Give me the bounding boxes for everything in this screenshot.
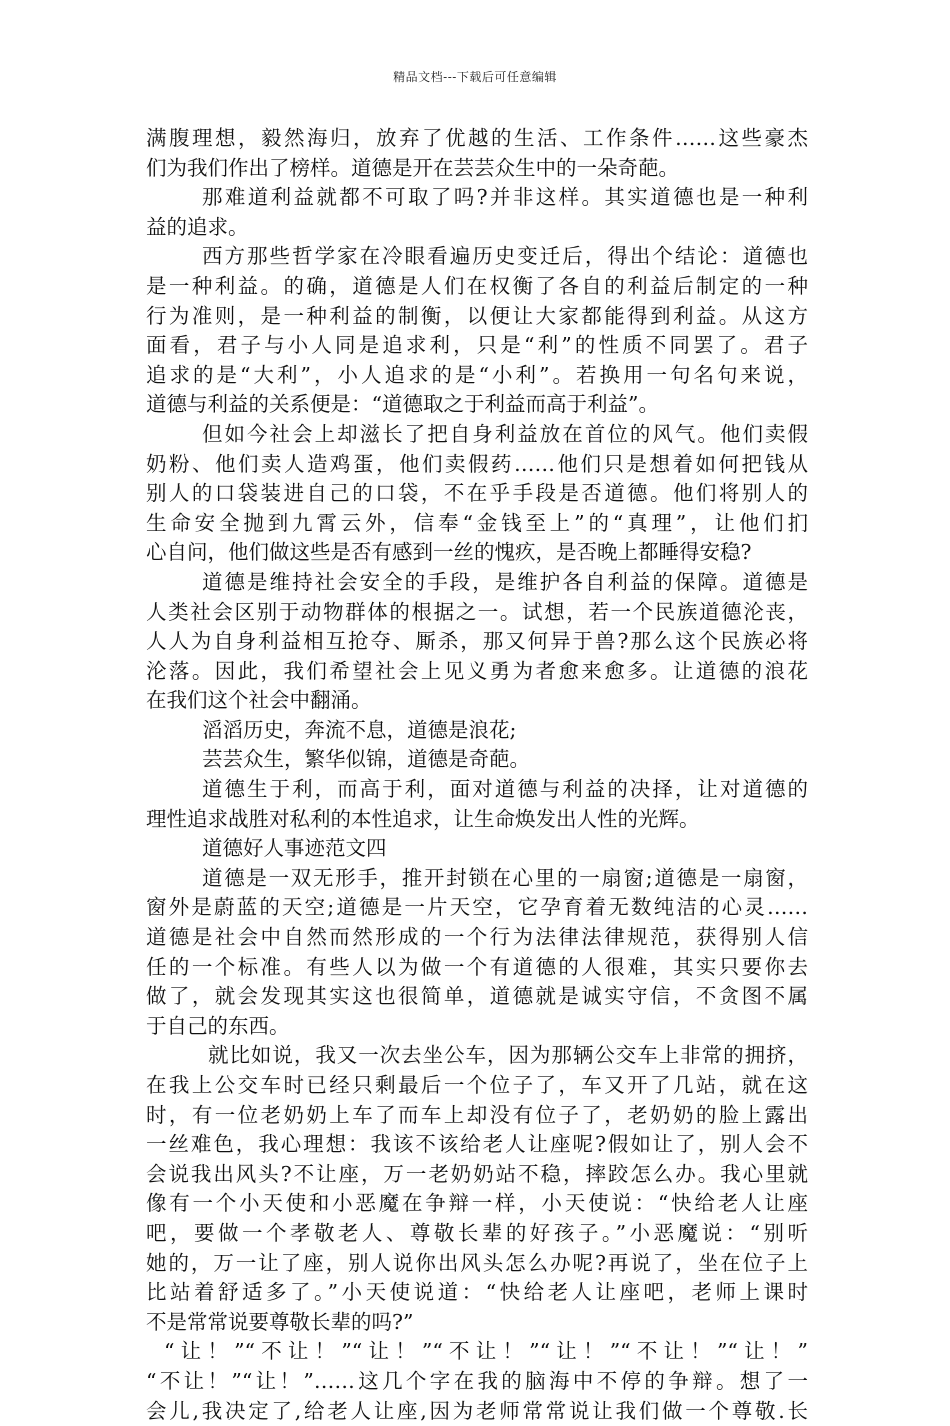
text-line: 但如今社会上却滋长了把自身利益放在首位的风气。他们卖假 (202, 421, 808, 446)
text-line: 别人的口袋装进自己的口袋，不在乎手段是否道德。他们将别人的 (146, 481, 808, 506)
text-line: 奶粉、他们卖人造鸡蛋，他们卖假药……他们只是想着如何把钱从 (146, 451, 808, 476)
text-line: 满腹理想，毅然海归，放弃了优越的生活、工作条件……这些豪杰 (146, 126, 808, 150)
document-body (146, 124, 808, 1426)
text-line: 沦落。因此，我们希望社会上见义勇为者愈来愈多。让道德的浪花 (146, 658, 808, 683)
text-line: 那难道利益就都不可取了吗?并非这样。其实道德也是一种利 (202, 185, 808, 210)
text-line: 芸芸众生，繁华似锦，道德是奇葩。 (202, 747, 530, 772)
text-line: 益的追求。 (146, 214, 249, 239)
text-line: 道德是维持社会安全的手段，是维护各自利益的保障。道德是 (202, 569, 808, 594)
text-line: 在我上公交车时已经只剩最后一个位子了，车又开了几站，就在这 (146, 1073, 808, 1097)
text-line: 不是常常说要尊敬长辈的吗?” (146, 1309, 414, 1334)
text-line: 追求的是“大利”，小人追求的是“小利”。若换用一句名句来说， (146, 362, 808, 387)
text-line: 时，有一位老奶奶上车了而车上却没有位子了，老奶奶的脸上露出 (146, 1102, 808, 1127)
text-line: 窗外是蔚蓝的天空;道德是一片天空，它孕育着无数纯洁的心灵…… (146, 895, 808, 920)
text-line: 在我们这个社会中翻涌。 (146, 688, 372, 713)
text-line: 人人为自身利益相互抢夺、厮杀，那又何异于兽?那么这个民族必将 (146, 629, 808, 654)
text-line: 理性追求战胜对私利的本性追求，让生命焕发出人性的光辉。 (146, 806, 700, 831)
text-line: 面看，君子与小人同是追求利，只是“利”的性质不同罢了。君子 (146, 333, 808, 358)
text-line: 做了，就会发现其实这也很简单，道德就是诚实守信，不贪图不属 (146, 984, 808, 1009)
text-line: 会说我出风头?不让座，万一老奶奶站不稳，摔跤怎么办。我心里就 (146, 1161, 808, 1186)
text-line: 西方那些哲学家在冷眼看遍历史变迁后，得出个结论：道德也 (202, 244, 808, 269)
text-line: 道德与利益的关系便是：“道德取之于利益而高于利益”。 (146, 392, 659, 417)
text-line: 是一种利益。的确，道德是人们在权衡了各自的利益后制定的一种 (146, 273, 808, 298)
text-line: 道德是社会中自然而然形成的一个行为法律法律规范，获得别人信 (146, 925, 808, 950)
text-line: 生命安全抛到九霄云外，信奉“金钱至上”的“真理”，让他们扪 (146, 510, 808, 535)
text-line: 她的，万一让了座，别人说你出风头怎么办呢?再说了，坐在位子上 (146, 1250, 808, 1275)
text-line: 道德是一双无形手，推开封锁在心里的一扇窗;道德是一扇窗， (202, 865, 808, 890)
text-line: 于自己的东西。 (146, 1013, 290, 1038)
text-line: 比站着舒适多了。”小天使说道：“快给老人让座吧，老师上课时 (146, 1280, 808, 1305)
section-heading: 道德好人事迹范文四 (202, 836, 387, 861)
text-line: 会儿,我决定了,给老人让座,因为老师常常说让我们做一个尊敬.长 (146, 1398, 808, 1423)
text-line: 人类社会区别于动物群体的根据之一。试想，若一个民族道德沦丧， (146, 599, 808, 624)
text-line: 道德生于利，而高于利，面对道德与利益的决择，让对道德的 (202, 777, 808, 802)
text-line: 们为我们作出了榜样。道德是开在芸芸众生中的一朵奇葩。 (146, 155, 679, 180)
text-line: “不让！”“让！”……这几个字在我的脑海中不停的争辩。想了一 (146, 1368, 808, 1393)
text-line: “让！”“不让！”“让！”“不让！”“让！”“不让！”“让！” (164, 1339, 808, 1364)
page-header: 精品文档---下载后可任意编辑 (393, 70, 557, 84)
text-line: 一丝难色，我心理想：我该不该给老人让座呢?假如让了，别人会不 (146, 1132, 808, 1157)
text-line: 就比如说，我又一次去坐公车，因为那辆公交车上非常的拥挤， (208, 1043, 808, 1068)
text-line: 滔滔历史，奔流不息，道德是浪花; (202, 717, 517, 742)
text-line: 任的一个标准。有些人以为做一个有道德的人很难，其实只要你去 (146, 954, 808, 979)
text-line: 吧，要做一个孝敬老人、尊敬长辈的好孩子。”小恶魔说：“别听 (146, 1220, 808, 1245)
text-line: 心自问，他们做这些是否有感到一丝的愧疚，是否晚上都睡得安稳? (146, 540, 752, 565)
text-line: 行为准则，是一种利益的制衡，以便让大家都能得到利益。从这方 (146, 303, 808, 328)
text-line: 像有一个小天使和小恶魔在争辩一样，小天使说：“快给老人让座 (146, 1191, 808, 1216)
